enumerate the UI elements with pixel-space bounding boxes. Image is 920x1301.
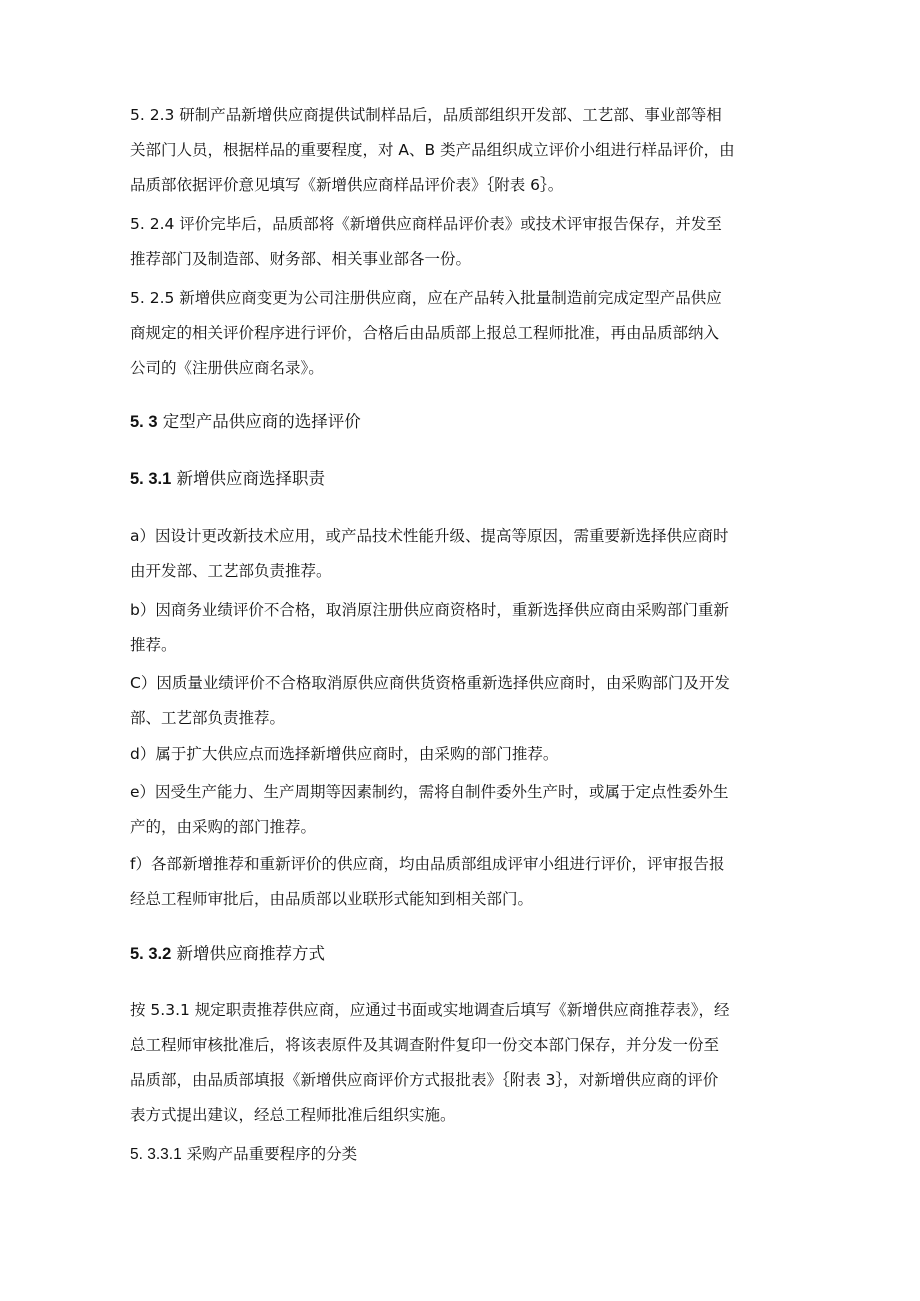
section-number: 5. 3	[130, 413, 158, 431]
text-line: 5. 2.3 研制产品新增供应商提供试制样品后，品质部组织开发部、工艺部、事业部等相	[130, 106, 722, 124]
text-line: 5. 2.5 新增供应商变更为公司注册供应商，应在产品转入批量制造前完成定型产品供应	[130, 289, 722, 307]
paragraph-5-2-5	[130, 281, 795, 386]
text-line: b）因商务业绩评价不合格，取消原注册供应商资格时，重新选择供应商由采购部门重新	[130, 601, 729, 619]
section-number: 5. 3.3.1	[130, 1146, 182, 1163]
section-title: 新增供应商推荐方式	[176, 944, 326, 963]
section-title: 新增供应商选择职责	[176, 469, 326, 488]
text-line: f）各部新增推荐和重新评价的供应商，均由品质部组成评审小组进行评价，评审报告报	[130, 855, 725, 873]
text-line: 5. 2.4 评价完毕后，品质部将《新增供应商样品评价表》或技术评审报告保存，并发至	[130, 215, 722, 233]
text-line: C）因质量业绩评价不合格取消原供应商供货资格重新选择供应商时，由采购部门及开发	[130, 674, 730, 692]
paragraph-5-2-4	[130, 207, 795, 277]
section-heading-5-3-3-1	[130, 1140, 357, 1169]
text-line: 商规定的相关评价程序进行评价，合格后由品质部上报总工程师批准，再由品质部纳入	[130, 324, 720, 342]
paragraph-5-3-2	[130, 993, 795, 1133]
text-line: 公司的《注册供应商名录》。	[130, 359, 324, 377]
text-line: 推荐部门及制造部、财务部、相关事业部各一份。	[130, 250, 472, 268]
text-line: 推荐。	[130, 636, 177, 654]
text-line: 品质部依据评价意见填写《新增供应商样品评价表》｛附表 6｝。	[130, 176, 564, 194]
paragraph-5-2-3	[130, 98, 795, 203]
text-line: 关部门人员，根据样品的重要程度，对 A、B 类产品组织成立评价小组进行样品评价，由	[130, 141, 735, 159]
list-item-a	[130, 519, 795, 589]
text-line: d）属于扩大供应点而选择新增供应商时，由采购的部门推荐。	[130, 745, 559, 763]
text-line: 产的，由采购的部门推荐。	[130, 818, 317, 836]
section-title: 采购产品重要程序的分类	[186, 1145, 358, 1163]
list-item-d	[130, 737, 795, 772]
text-line: 总工程师审核批准后，将该表原件及其调查附件复印一份交本部门保存，并分发一份至	[130, 1036, 720, 1054]
text-line: 由开发部、工艺部负责推荐。	[130, 562, 332, 580]
list-item-c	[130, 666, 795, 736]
text-line: e）因受生产能力、生产周期等因素制约，需将自制件委外生产时，或属于定点性委外生	[130, 783, 729, 801]
section-number: 5. 3.2	[130, 945, 172, 963]
text-line: 表方式提出建议，经总工程师批准后组织实施。	[130, 1106, 456, 1124]
text-line: 经总工程师审批后，由品质部以业联形式能知到相关部门。	[130, 890, 534, 908]
list-item-f	[130, 847, 795, 917]
text-line: 品质部，由品质部填报《新增供应商评价方式报批表》｛附表 3｝，对新增供应商的评价	[130, 1071, 719, 1089]
list-item-e	[130, 775, 795, 845]
section-number: 5. 3.1	[130, 470, 172, 488]
text-line: a）因设计更改新技术应用，或产品技术性能升级、提高等原因，需重要新选择供应商时	[130, 527, 729, 545]
section-heading-5-3-1	[130, 465, 325, 493]
section-title: 定型产品供应商的选择评价	[162, 412, 361, 431]
text-line: 按 5.3.1 规定职责推荐供应商，应通过书面或实地调查后填写《新增供应商推荐表》，经	[130, 1001, 730, 1019]
section-heading-5-3-2	[130, 940, 325, 968]
text-line: 部、工艺部负责推荐。	[130, 709, 286, 727]
section-heading-5-3	[130, 408, 361, 436]
list-item-b	[130, 593, 795, 663]
